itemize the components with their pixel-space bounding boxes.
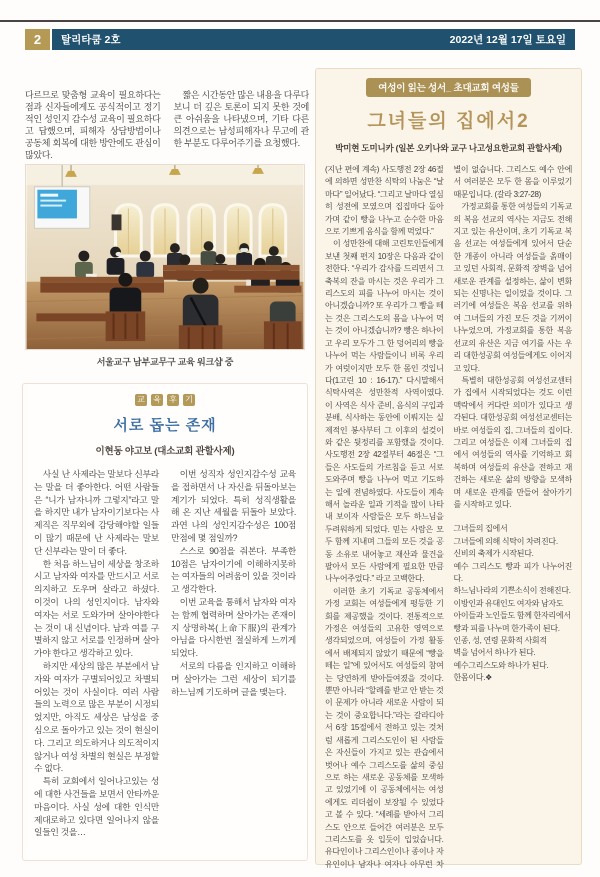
paragraph: 짧은 시간동안 많은 내용을 다루다보니 더 깊은 토론이 되지 못한 것에 큰 아쉬움을 나타냈으며, 기타 다른 의견으로는 남성피해자나 무고에 관한 부분도 다루어주기를 요청했다. [173,90,309,148]
masthead-title: 탈리타쿰 2호 [61,34,121,46]
poem-line: 한몸이다.❖ [453,673,493,683]
paragraph: 특히 교회에서 일어나고있는 성에 대한 사건들을 보면서 안타까운 마음이다. 사실 성에 대한 인식만 제대로하고 있다면 일어나지 않을 일들인 것을… [34,776,159,838]
poem-line: 아이들과 노인들도 함께 한자리에서 [453,611,571,621]
feature-kicker-wrap [325,78,572,97]
feature-byline: 박미현 도미니카 (일본 오키나와 교구 나고성요한교회 관할사제) [335,143,562,153]
poem-line: 인종, 성, 연령 문화적 사회적 [453,636,547,646]
feature-kicker-badge: 여성이 읽는 성서_ 초대교회 여성들 [366,78,531,97]
paragraph: 사실 난 사제라는 말보다 신부라는 말을 더 좋아한다. 어떤 사람들은 “니가 남자니까 그렇지”라고 말을 하지만 내가 남자이기보다는 사제직은 직무외에 감당해야할 일들이 많기 때문에 난 사제라는 말보단 신부라는 말이 더 좋다. [34,469,159,556]
paragraph: 서로의 다름을 인지하고 이해하며 살아가는 그런 세상이 되기를 하느님께 기도하며 글을 맺는다. [171,660,296,697]
poem-line: 이방인과 유대인도 여자와 남자도 [453,598,564,608]
review-title: 서로 돕는 존재 [113,417,217,434]
poem-line: 그녀들의 집에서 [453,524,508,534]
poem-line: 그녀들에 의해 식탁이 차려진다. [453,536,558,546]
badge-char: 육 [151,394,163,406]
feature-paragraphs [325,164,572,876]
review-byline: 이현동 야고보 (대소교회 관할사제) [95,446,235,457]
paragraph: 특별히 대한성공회 여성선교센터가 집에서 시작되었다는 것도 이런 맥락에서 커다란 의미가 있다고 생각된다. 대한성공회 여성선교센터는 바로 여성들의 집, 그녀들의 집이다. 그리고 여성들은 이제 그녀들의 집에서 여성들의 역사를 기억하고 회복하며 여성들의 유산을 전하고 재건하는 새로운 삶의 방향을 모색하며 새로운 관계를 만들어 살아가기를 시작하고 있다. [453,375,572,509]
masthead-date: 2022년 12월 17일 토요일 [449,34,566,46]
poem-line: 하느님나라의 기쁜소식이 전해진다. [453,586,571,596]
paragraph: 이러한 초기 기독교 공동체에서 가정 교회는 여성들에게 평등한 기회를 제공했을 것이다. 전통적으로 가정은 여성들의 고유한 영역으로 생각되었으며, 여성들이 가정 활동에서 배제되지 않았기 때문에 “빵을 떼는 일”에 있어서도 여성들의 참여는 당연하게 받아들여졌을 것이다. 뿐만 아니라 “할례를 받고 안 받는 것이 문제가 아니라 새로운 사람이 되는 것이 중요합니다.”라는 갈라디아서 6장 15절에서 전하고 있는 것처럼 새롭게 그리스도인이 된 사람들은 자신들이 가지고 있는 관습에서 벗어나 예수 그리스도를 삶의 중심으로 하는 새로운 공동체를 모색하고 있었기에 이 공동체에서는 여성에게도 리더쉽이 보장될 수 있었다고 볼 수 있다. “세례를 받아서 그리스도 안으로 들어간 여러분은 모두 그리스도를 옷 입듯이 입었습니다. 유다인이나 그리스인이나 종이나 자유인이나 남자나 여자나 아무런 차별이 없습니다. 그리스도 예수 안에서 여러분은 모두 한 몸을 이루었기 때문입니다. (갈라 3:27-28) [325,165,572,869]
feature-body [325,164,572,876]
paragraph: 이번 성직자 성인지감수성 교육을 접하면서 나 자신을 뒤돌아보는 계기가 되었다. 특히 성직생활을 해 온 지난 세월을 뒤돌아 보았다. 과연 나의 성인지감수성은 100점 만점에 몇 점일까? [171,469,296,543]
top-rule [0,20,600,22]
feature-article [315,68,582,869]
paragraph: 이 성만찬에 대해 고린토인들에게 보낸 첫째 편지 10장은 다음과 같이 전한다. “우리가 감사를 드리면서 그 축복의 잔을 마시는 것은 우리가 그리스도의 피를 나누어 마시는 것이 아니겠습니까? 또 우리가 그 빵을 떼는 것은 그리스도의 몸을 나누어 먹는 것이 아니겠습니까? 빵은 하나이고 우리 모두가 그 한 덩어리의 빵을 나누어 먹는 사람들이니 비록 우리가 여럿이지만 모두 한 몸인 것입니다(1고린 10 : 16-17).” 다시말해서 식탁사역은 성만찬적 사역이였다. 이 사역은 식사 준비, 음식의 구입과 분배, 식사하는 동안에 이뤄지는 실제적인 봉사부터 그 이후의 설겆이와 같은 뒷정리를 포함했을 것이다. 사도행전 2장 42절부터 46절은 “그들은 사도들의 가르침을 듣고 서로 도와주며 빵을 나누어 먹고 기도하는 일에 전념하였다. 사도들이 계속해서 놀라운 일과 기적을 많이 나타내 보이자 사람들은 모두 하느님을 두려워하게 되었다. 믿는 사람은 모두 함께 지내며 그들의 모든 것을 공동 소유로 내어놓고 재산과 물건을 팔아서 모든 사람에게 필요한 만큼 나누어주었다.” 라고 고백한다. [325,239,444,584]
paragraph: 하지만 세상의 많은 부분에서 남자와 여자가 구별되어있고 차별되어있는 것이 사실이다. 여러 사람들의 노력으로 많은 부분이 시정되었지만, 아직도 세상은 남성을 중심으로 돌아가고 있는 것이 현실이다. 그리고 의도하거나 의도적이지 않거나 여성 차별의 현실은 부정할 수 없다. [34,660,159,774]
photo-illustration [25,164,305,350]
poem-line: 예수 그리스도 빵과 피가 나누어진다. [453,561,572,583]
masthead [25,29,575,50]
review-article [22,383,308,861]
arched-windows [116,205,286,256]
poem-line: 빵과 피를 나누며 한가족이 된다. [453,623,560,633]
badge-char: 교 [135,394,147,406]
page-number: 2 [25,29,50,50]
paragraph: 스스로 90점을 줘본다. 부족한 10점은 남자이기에 이해하지못하는 여자들의 어려움이 있을 것이라고 생각한다. [171,545,296,595]
poem-line: 신비의 축제가 시작된다. [453,549,534,559]
feature-title: 그녀들의 집에서2 [367,111,530,132]
poem-line: 벽을 넘어서 하나가 된다. [453,648,536,658]
paragraph: 다르므로 맞춤형 교육이 필요하다는 점과 신자들에게도 공식적이고 정기적인 성인지 감수성 교육이 필요하다고 답했으며, 피해자 상담방법이나 공동체 회복에 대한 방안에도 관심이 많았다. [25,90,161,160]
poem-line: 예수그리스도와 하나가 된다. [453,660,549,670]
photo-caption: 서울교구 남부교무구 교육 워크샵 중 [96,357,234,367]
masthead-bar [52,29,575,50]
poem [454,523,573,684]
paragraph: 이번 교육을 통해서 남자와 여자는 함께 협력하며 살아가는 존재이지 상명하복(上命下服)의 관계가 아님을 다시한번 절실하게 느끼게 되었다. [171,596,296,659]
badge-char: 기 [183,394,195,406]
paragraph: (지난 편에 계속) 사도행전 2장 46절에 의하면 성만찬 식탁의 나눔은 “날마다” 일어났다. “그리고 날마다 열심히 성전에 모였으며 집집마다 돌아가며 같이 빵을 나누고 순수한 마음으로 기쁘게 음식을 함께 먹었다.” [325,165,444,237]
review-kicker-badge [34,394,296,406]
badge-char: 후 [167,394,179,406]
paragraph: 가정교회를 통한 여성들의 기독교의 복음 선교의 역사는 지금도 전해지고 있는 유산이며, 초기 기독교 복음 선교는 여성들에게 있어서 단순한 개종이 아니라 여성들을 옭매이고 있던 사회적, 문화적 장벽을 넘어 새로운 관계를 설정하는, 삶이 변화되는 신명나는 일이었을 것이다. 그러기에 여성들은 복음 선교를 위하여 그녀들의 가진 모든 것을 기꺼이 나누었으며, 가정교회를 통한 복음 선교의 유산은 지금 여기를 사는 우리 대한성공회 여성들에게도 이어지고 있다. [453,202,572,373]
speaker-box [112,214,122,230]
paragraph: 한 처음 하느님이 세상을 창조하시고 남자와 여자를 만드시고 서로 의지하고 도우며 살라고 하셨다. 이것이 나의 성인지이다. 남자와 여자는 서로 도와가며 살아야한다는 것이 내 신념이다. 남과 여를 구별하지 않고 서로를 인정하며 살아가야 한다고 생각하고 있다. [34,558,159,659]
review-body [34,468,296,852]
workshop-photo [25,164,305,368]
continuation-text [25,90,309,162]
